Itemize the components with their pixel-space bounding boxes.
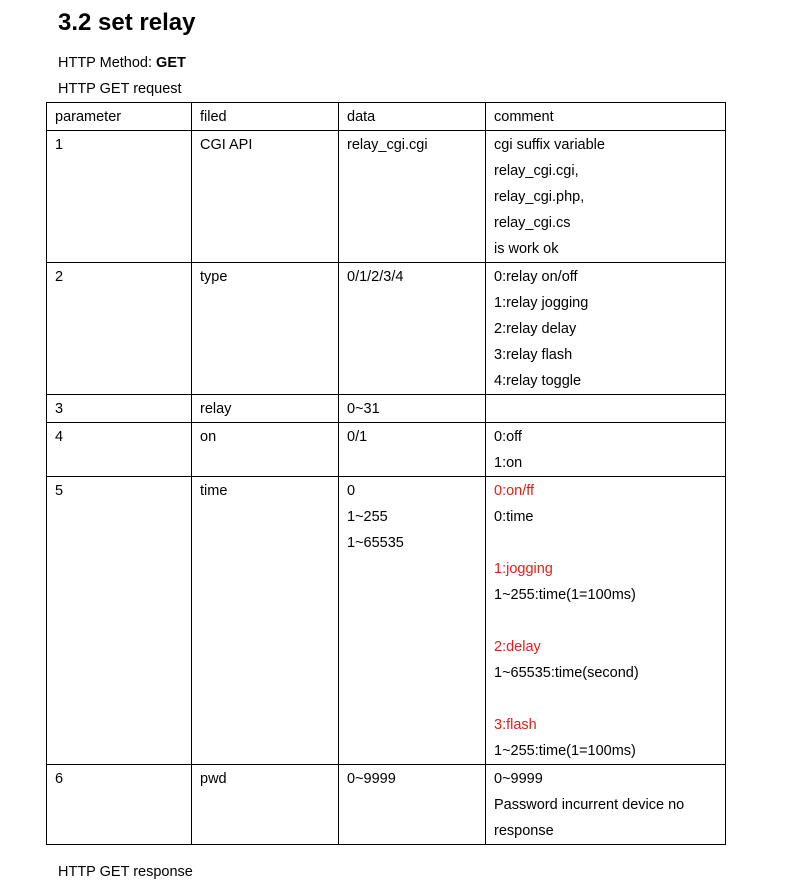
next-section-label: HTTP GET response	[58, 864, 193, 880]
comment-line: relay_cgi.php,	[494, 189, 585, 205]
cell-comment	[486, 131, 726, 263]
data-line: 0	[347, 483, 356, 499]
data-line: 0/1/2/3/4	[347, 269, 404, 285]
request-label: HTTP GET request	[58, 81, 182, 97]
comment-line: cgi suffix variable	[494, 137, 605, 153]
header-data: data	[339, 103, 486, 131]
table-row	[47, 423, 726, 477]
header-parameter: parameter	[47, 103, 192, 131]
comment-line: Password incurrent device no	[494, 797, 685, 813]
comment-highlight: 0:on/ff	[494, 483, 535, 499]
cell-parameter: 6	[47, 765, 192, 845]
comment-highlight: 2:delay	[494, 639, 541, 655]
data-line: 0~9999	[347, 771, 396, 787]
cell-parameter: 4	[47, 423, 192, 477]
data-line: 1~65535	[347, 535, 404, 551]
header-filed: filed	[192, 103, 339, 131]
cell-filed: time	[192, 477, 339, 765]
header-comment: comment	[486, 103, 726, 131]
cell-parameter: 5	[47, 477, 192, 765]
cell-parameter: 1	[47, 131, 192, 263]
comment-line: 4:relay toggle	[494, 373, 582, 389]
http-method-value: GET	[156, 55, 186, 71]
parameter-table	[46, 102, 726, 845]
comment-line: 0~9999	[494, 771, 543, 787]
cell-filed: on	[192, 423, 339, 477]
comment-line: 0:off	[494, 429, 522, 445]
table-row	[47, 263, 726, 395]
comment-line: 1~255:time(1=100ms)	[494, 587, 636, 603]
data-line: 1~255	[347, 509, 388, 525]
cell-comment	[486, 395, 726, 423]
cell-comment	[486, 477, 726, 765]
comment-line: 3:relay flash	[494, 347, 573, 363]
comment-spacer	[494, 608, 717, 634]
comment-line: is work ok	[494, 241, 559, 257]
data-line: 0/1	[347, 429, 368, 445]
cell-data	[339, 263, 486, 395]
http-method-label: HTTP Method:	[58, 55, 157, 71]
comment-line: 1:on	[494, 455, 523, 471]
comment-line: relay_cgi.cgi,	[494, 163, 579, 179]
comment-line: response	[494, 823, 554, 839]
comment-line: 0:time	[494, 509, 534, 525]
comment-line: 1~255:time(1=100ms)	[494, 743, 636, 759]
cell-data	[339, 765, 486, 845]
comment-line: 0:relay on/off	[494, 269, 578, 285]
cell-comment	[486, 263, 726, 395]
table-row	[47, 765, 726, 845]
section-heading: 3.2 set relay	[58, 9, 196, 36]
cell-parameter: 2	[47, 263, 192, 395]
cell-data	[339, 423, 486, 477]
comment-highlight: 1:jogging	[494, 561, 553, 577]
cell-filed: type	[192, 263, 339, 395]
comment-spacer	[494, 686, 717, 712]
cell-data	[339, 395, 486, 423]
comment-highlight: 3:flash	[494, 717, 537, 733]
cell-data	[339, 131, 486, 263]
comment-spacer	[494, 530, 717, 556]
comment-line: 1~65535:time(second)	[494, 665, 639, 681]
cell-filed: CGI API	[192, 131, 339, 263]
http-method-line	[58, 53, 186, 73]
comment-line: 1:relay jogging	[494, 295, 589, 311]
cell-data	[339, 477, 486, 765]
comment-line: relay_cgi.cs	[494, 215, 571, 231]
cell-comment	[486, 765, 726, 845]
data-line: 0~31	[347, 401, 380, 417]
table-row	[47, 395, 726, 423]
cell-comment	[486, 423, 726, 477]
table-row	[47, 131, 726, 263]
table-header-row	[47, 103, 726, 131]
table-row	[47, 477, 726, 765]
comment-line: 2:relay delay	[494, 321, 577, 337]
data-line: relay_cgi.cgi	[347, 137, 428, 153]
cell-parameter: 3	[47, 395, 192, 423]
cell-filed: pwd	[192, 765, 339, 845]
cell-filed: relay	[192, 395, 339, 423]
